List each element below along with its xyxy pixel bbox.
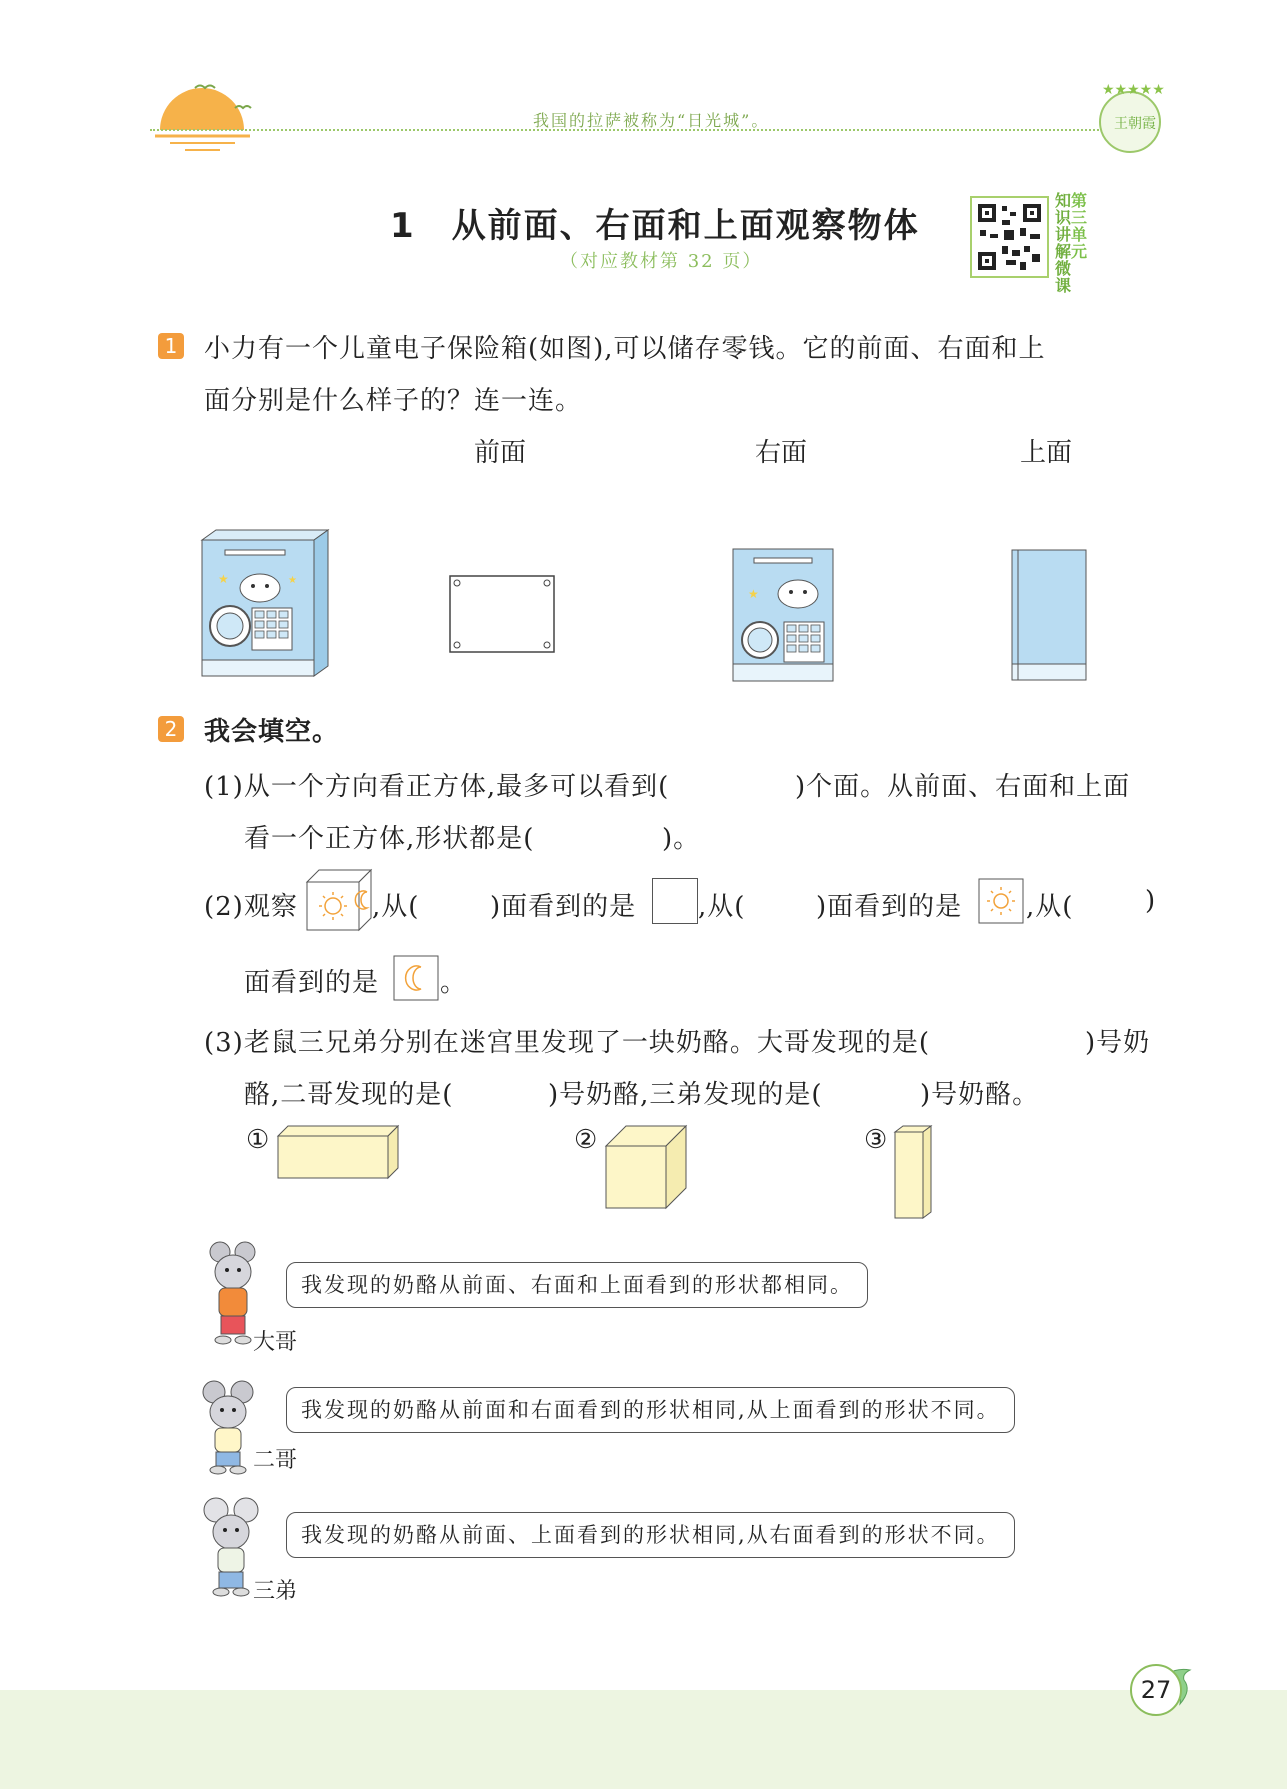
q2-p2-c: )面看到的是	[490, 892, 637, 922]
view-option-front-face[interactable]	[732, 548, 834, 682]
answer-blank-faces[interactable]	[735, 770, 795, 800]
q2-p2-b: ,从(	[372, 892, 420, 922]
footer-band	[0, 1690, 1287, 1789]
svg-text:★: ★	[748, 587, 759, 601]
cheese-3-tall-cuboid	[893, 1124, 933, 1220]
speech-text-erge: 我发现的奶酪从前面和右面看到的形状相同,从上面看到的形状不同。	[301, 1398, 1000, 1422]
speech-bubble-erge	[286, 1387, 1015, 1433]
page-number: 27	[1130, 1664, 1182, 1716]
safe-box-image	[200, 528, 330, 680]
q2-p1-line2-a: 看一个正方体,形状都是(	[244, 824, 535, 854]
q1-text-line2: 面分别是什么样子的？连一连。	[204, 386, 583, 416]
q2-p2-line2-a: 面看到的是	[244, 968, 380, 998]
question-number-1: 1	[158, 333, 184, 359]
unit-tag-label: 第三单元	[1071, 191, 1088, 261]
name-dage: 大哥	[253, 1330, 298, 1355]
cheese-label-2: ②	[574, 1125, 599, 1155]
speech-bubble-dage	[286, 1262, 868, 1308]
q2-p3-line1-a: (3)老鼠三兄弟分别在迷宫里发现了一块奶酪。大哥发现的是(	[204, 1028, 930, 1058]
name-sandi: 三弟	[253, 1579, 298, 1604]
cube-sun-moon-icon	[305, 868, 373, 932]
q2-p2-line2-b: 。	[440, 968, 468, 998]
answer-blank-dir3[interactable]	[1082, 890, 1142, 920]
svg-text:★: ★	[288, 575, 297, 586]
qr-tag-label: 知识讲解微课	[1055, 191, 1072, 295]
svg-text:★: ★	[218, 572, 229, 586]
view-option-top-outline[interactable]	[448, 574, 558, 654]
q2-p3-line2-a: 酪,二哥发现的是(	[244, 1080, 454, 1110]
speech-text-dage: 我发现的奶酪从前面、右面和上面看到的形状都相同。	[301, 1273, 853, 1297]
speech-text-sandi: 我发现的奶酪从前面、上面看到的形状相同,从右面看到的形状不同。	[301, 1523, 1000, 1547]
moon-face-icon	[393, 955, 439, 1001]
q2-p3-line2-c: )号奶酪。	[920, 1080, 1040, 1110]
cheese-label-3: ③	[864, 1125, 889, 1155]
answer-blank-dir2[interactable]	[758, 890, 813, 920]
answer-blank-dage[interactable]	[1022, 1026, 1082, 1056]
answer-blank-dir1[interactable]	[432, 890, 487, 920]
q2-p2-g: )	[1145, 886, 1157, 916]
answer-blank-sandi[interactable]	[858, 1078, 918, 1108]
name-erge: 二哥	[253, 1448, 298, 1473]
svg-text:王朝霞: 王朝霞	[1114, 116, 1156, 132]
label-front: 前面	[474, 438, 527, 468]
sun-face-icon	[978, 878, 1024, 924]
q2-p1-line1-a: (1)从一个方向看正方体,最多可以看到(	[204, 772, 670, 802]
view-option-side-face[interactable]	[1010, 548, 1088, 682]
sunset-logo	[150, 80, 260, 155]
answer-blank-erge[interactable]	[485, 1078, 545, 1108]
label-top: 上面	[1020, 438, 1073, 468]
mouse-erge-illustration	[200, 1378, 260, 1478]
qr-code[interactable]	[970, 196, 1049, 278]
unit-tag	[1055, 192, 1091, 294]
page-subtitle: （对应教材第 32 页）	[560, 251, 763, 272]
page-title: 1 从前面、右面和上面观察物体	[390, 206, 920, 246]
q2-p2-f: ,从(	[1026, 892, 1074, 922]
q2-p2-e: )面看到的是	[816, 892, 963, 922]
brand-badge-icon	[1090, 78, 1170, 158]
header-note: 我国的拉萨被称为“日光城”。	[533, 111, 770, 130]
q2-p2-a: (2)观察	[204, 892, 298, 922]
blank-square-face	[652, 878, 698, 924]
q2-p2-d: ,从(	[698, 892, 746, 922]
q2-p1-line1-b: )个面。从前面、右面和上面	[795, 772, 1131, 802]
answer-blank-shape[interactable]	[575, 822, 660, 852]
cheese-label-1: ①	[246, 1125, 271, 1155]
svg-text:★★★★★: ★★★★★	[1102, 82, 1165, 98]
q2-heading: 我会填空。	[204, 717, 340, 747]
qr-code-icon	[972, 198, 1047, 276]
q2-p3-line2-b: )号奶酪,三弟发现的是(	[548, 1080, 823, 1110]
q1-text-line1: 小力有一个儿童电子保险箱(如图),可以储存零钱。它的前面、右面和上	[204, 334, 1046, 364]
q2-p3-line1-b: )号奶	[1085, 1028, 1151, 1058]
cheese-1-cuboid	[276, 1124, 400, 1180]
q2-p1-line2-b: )。	[662, 824, 701, 854]
question-number-2: 2	[158, 716, 184, 742]
cheese-2-cube	[604, 1124, 688, 1210]
speech-bubble-sandi	[286, 1512, 1015, 1558]
label-right: 右面	[755, 438, 808, 468]
